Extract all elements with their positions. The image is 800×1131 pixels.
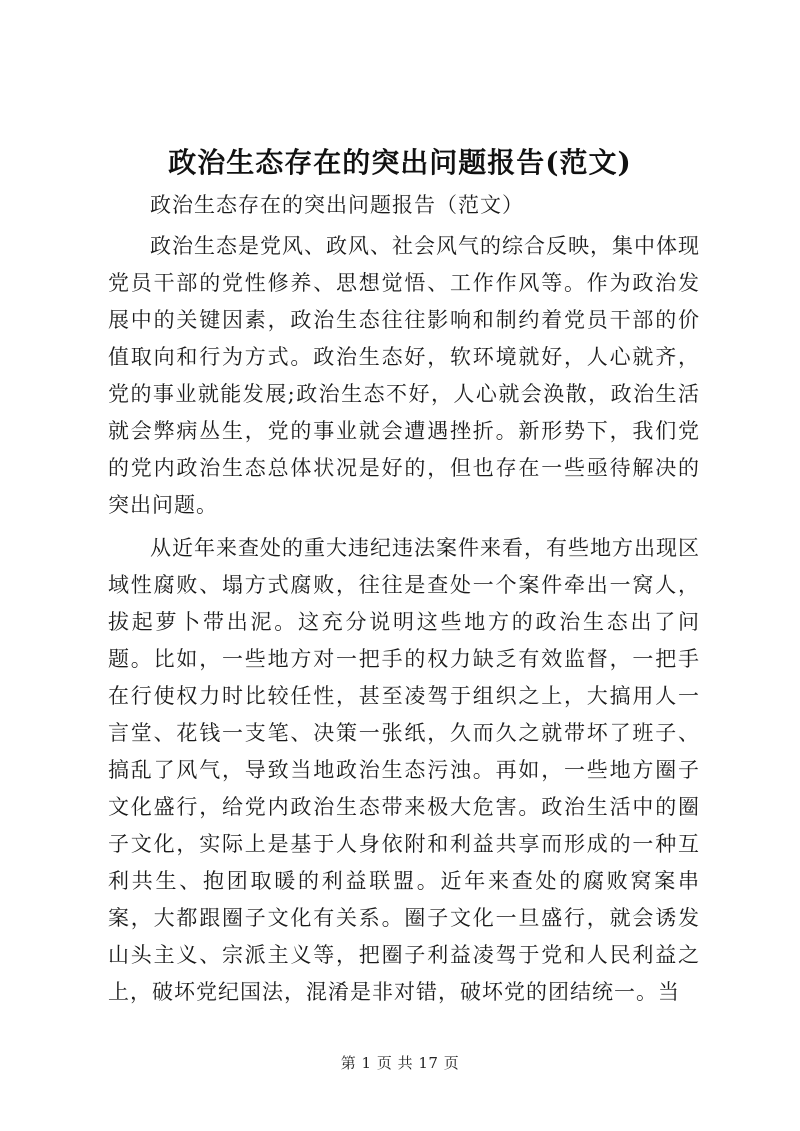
page-number-footer: 第 1 页 共 17 页 (340, 1054, 460, 1072)
paragraph-1: 政治生态是党风、政风、社会风气的综合反映，集中体现党员干部的党性修养、思想觉悟、工作作风等。作为政治发展中的关键因素，政治生态往往影响和制约着党员干部的价值取向和行为方式。政治生态好，软环境就好，人心就齐，党的事业就能发展;政治生态不好，人心就会涣散，政治生活就会弊病丛生，党的事业就会遭遇挫折。新形势下，我们党的党内政治生态总体状况是好的，但也存在一些亟待解决的突出问题。 (108, 234, 700, 517)
document-body (108, 228, 700, 1017)
document-title: 政治生态存在的突出问题报告(范文) (168, 146, 632, 179)
paragraph-2: 从近年来查处的重大违纪违法案件来看，有些地方出现区域性腐败、塌方式腐败，往往是查处一个案件牵出一窝人，拔起萝卜带出泥。这充分说明这些地方的政治生态出了问题。比如，一些地方对一把手的权力缺乏有效监督，一把手在行使权力时比较任性，甚至凌驾于组织之上，大搞用人一言堂、花钱一支笔、决策一张纸，久而久之就带坏了班子、搞乱了风气，导致当地政治生态污浊。再如，一些地方圈子文化盛行，给党内政治生态带来极大危害。政治生活中的圈子文化，实际上是基于人身依附和利益共享而形成的一种互利共生、抱团取暖的利益联盟。近年来查处的腐败窝案串案，大都跟圈子文化有关系。圈子文化一旦盛行，就会诱发山头主义、宗派主义等，把圈子利益凌驾于党和人民利益之上，破坏党纪国法，混淆是非对错，破坏党的团结统一。当 (108, 536, 700, 1004)
document-subtitle: 政治生态存在的突出问题报告（范文） (150, 193, 524, 217)
